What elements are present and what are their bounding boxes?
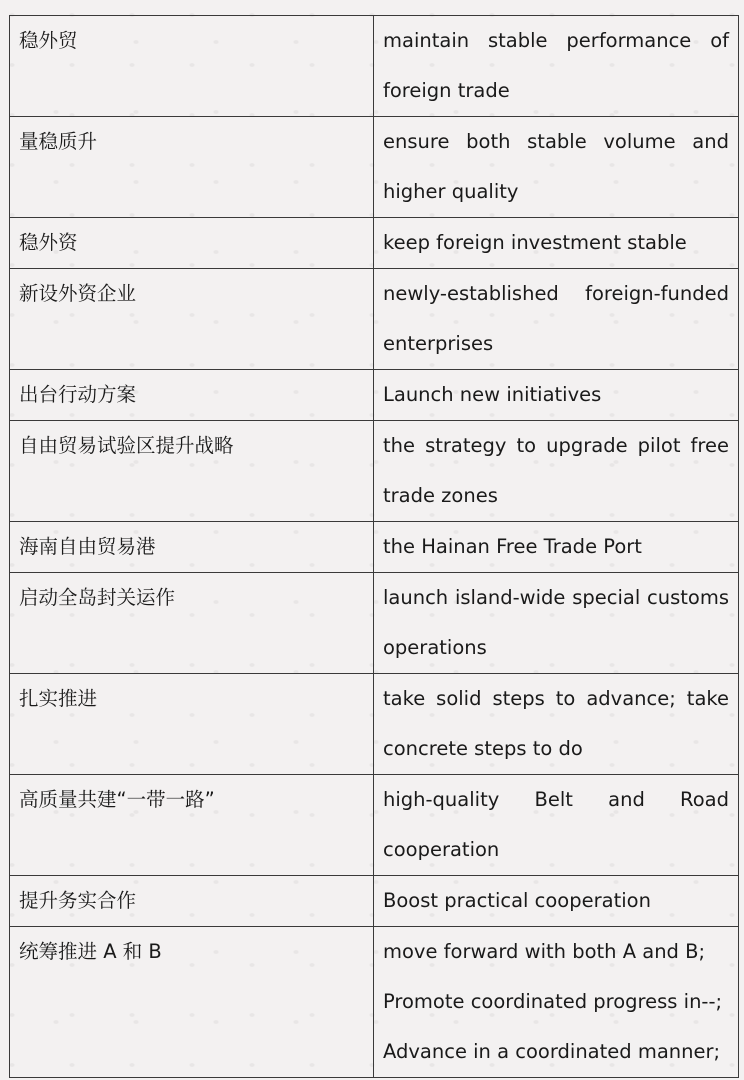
chinese-term: 提升务实合作 xyxy=(10,876,374,927)
table-row xyxy=(10,16,739,117)
chinese-term: 启动全岛封关运作 xyxy=(10,573,374,674)
translation-line: Promote coordinated progress in--; xyxy=(383,990,723,1013)
table-row xyxy=(10,775,739,876)
table-row xyxy=(10,876,739,927)
table-row xyxy=(10,573,739,674)
glossary-table xyxy=(9,15,739,1078)
english-translation: Launch new initiatives xyxy=(374,370,739,421)
chinese-term: 统筹推进 A 和 B xyxy=(10,927,374,1078)
english-translation: ensure both stable volume and higher quality xyxy=(374,117,739,218)
chinese-term: 海南自由贸易港 xyxy=(10,522,374,573)
english-translation: take solid steps to advance; take concrete steps to do xyxy=(374,674,739,775)
table-row xyxy=(10,674,739,775)
english-translation: high-quality Belt and Road cooperation xyxy=(374,775,739,876)
table-row xyxy=(10,421,739,522)
english-translation xyxy=(374,927,739,1078)
chinese-term: 高质量共建“一带一路” xyxy=(10,775,374,876)
chinese-term: 稳外贸 xyxy=(10,16,374,117)
chinese-term: 量稳质升 xyxy=(10,117,374,218)
english-translation: the Hainan Free Trade Port xyxy=(374,522,739,573)
table-row xyxy=(10,522,739,573)
chinese-term: 自由贸易试验区提升战略 xyxy=(10,421,374,522)
table-row xyxy=(10,218,739,269)
english-translation: the strategy to upgrade pilot free trade zones xyxy=(374,421,739,522)
english-translation: maintain stable performance of foreign trade xyxy=(374,16,739,117)
table-row xyxy=(10,117,739,218)
table-row xyxy=(10,927,739,1078)
chinese-term: 新设外资企业 xyxy=(10,269,374,370)
english-translation: Boost practical cooperation xyxy=(374,876,739,927)
translation-line: Advance in a coordinated manner; xyxy=(383,1040,721,1063)
english-translation: newly-established foreign-funded enterprises xyxy=(374,269,739,370)
english-translation: keep foreign investment stable xyxy=(374,218,739,269)
table-row xyxy=(10,370,739,421)
chinese-term: 稳外资 xyxy=(10,218,374,269)
table-row xyxy=(10,269,739,370)
english-translation: launch island-wide special customs operations xyxy=(374,573,739,674)
translation-line: move forward with both A and B; xyxy=(383,940,706,963)
chinese-term: 出台行动方案 xyxy=(10,370,374,421)
chinese-term: 扎实推进 xyxy=(10,674,374,775)
